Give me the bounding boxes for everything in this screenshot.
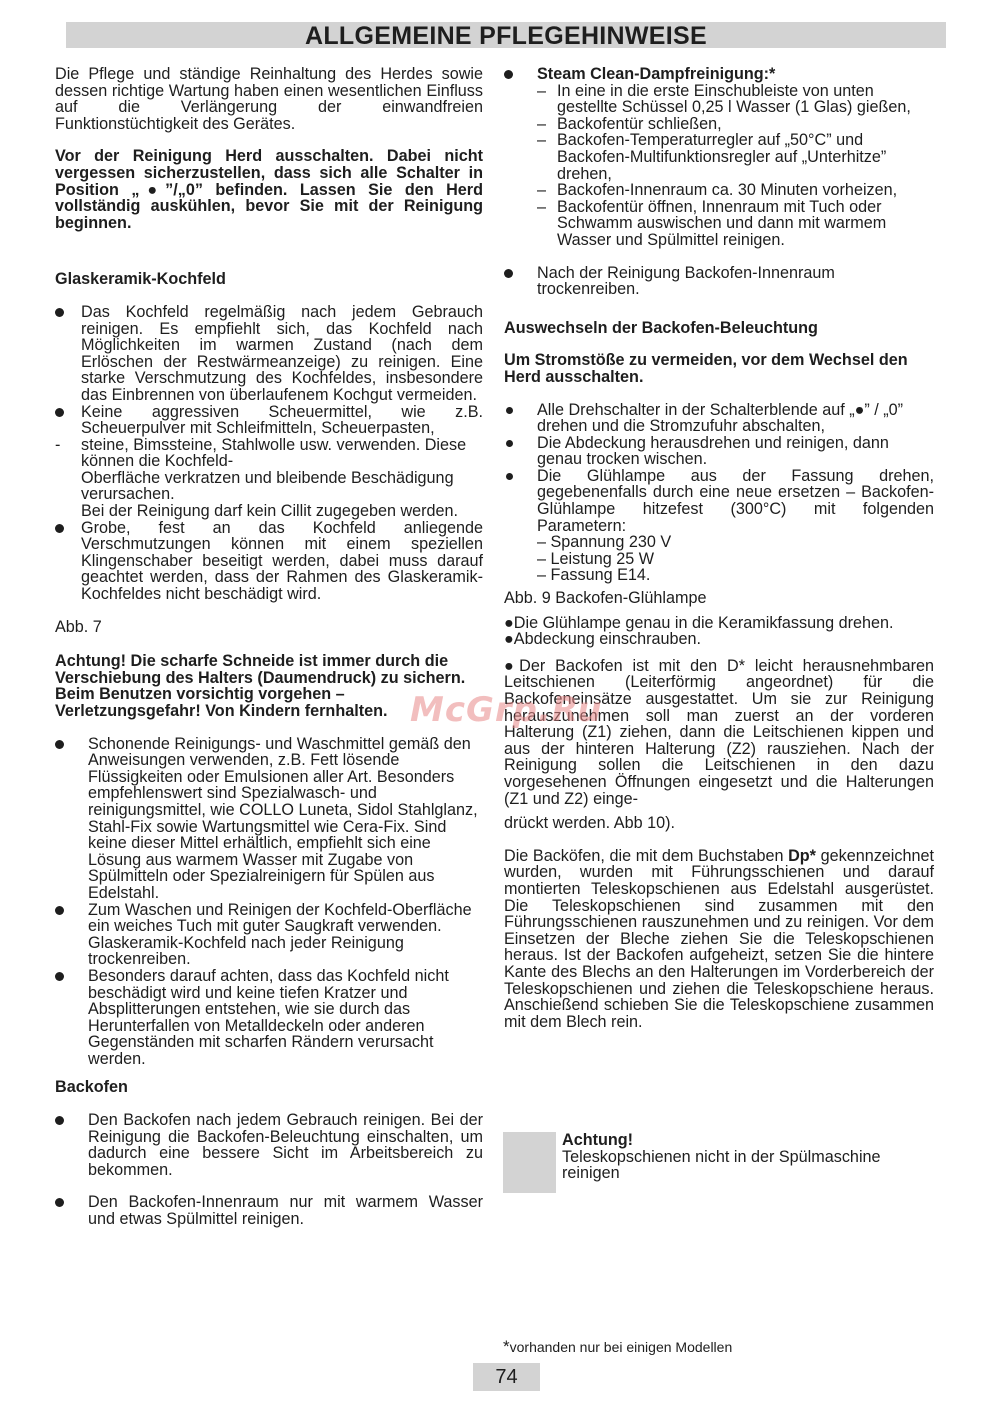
backofen-heading: Backofen [55, 1078, 128, 1097]
right-column [504, 66, 934, 1030]
scraper-warning: Achtung! Die scharfe Schneide ist immer durch die Verschiebung des Halters (Daumendruck) zu sichern. Beim Benutzen vorsichtig vorgehen – Verletzungsgefahr! Von Kindern fernhalten. [55, 652, 466, 720]
bullet-icon [55, 308, 64, 317]
list-item-text: Zum Waschen und Reinigen der Kochfeld-Oberfläche ein weiches Tuch mit guter Saugkraft verwenden. Glaskeramik-Kochfeld nach jeder Reinigung trockenreiben. [88, 900, 472, 969]
list-item [81, 520, 483, 603]
page-title: ALLGEMEINE PFLEGEHINWEISE [66, 22, 946, 48]
intro-paragraph: Die Pflege und ständige Reinhaltung des Herdes sowie dessen richtige Wartung haben einen wesentlichen Einfluss auf die Verlängerung der einwandfreien Funktionstüchtigkeit des Gerätes. [55, 65, 483, 133]
watermark: McGrp.Ru [410, 690, 603, 730]
telescope-text: gekennzeichnet wurden, wurden mit Führungsschienen und darauf montierten Teleskopschienen aus Edelstahl ausgerüstet. Die Teleskopschienen sind zusammen mit den Führungsschienen rauszunehmen und zu reinigen. Vor dem Einsetzen der Bleche ziehen Sie die Teleskopschienen heraus. Ist der Backofen aufgeheizt, setzen Sie die hintere Kante des Blechs an den Halterungen im Vorderbereich der Teleskopschienen und ziehen die Teleskopschiene heraus. Anschießend schieben Sie die Teleskopschiene zusammen mit dem Blech rein. [504, 846, 934, 1031]
bullet-icon [506, 440, 513, 447]
note-body: Teleskopschienen nicht in der Spülmaschine reinigen [562, 1147, 881, 1183]
bullet-icon [55, 1198, 64, 1207]
bullet-icon [504, 269, 513, 278]
list-item-text: Die Abdeckung herausdrehen und reinigen, dann genau trocken wischen. [537, 433, 889, 469]
left-column [55, 66, 483, 1228]
glaskeramik-heading: Glaskeramik-Kochfeld [55, 270, 226, 289]
list-item [537, 402, 934, 435]
note-text [562, 1132, 942, 1182]
list-item-text: Bei der Reinigung darf kein Cillit zugegeben werden. [81, 502, 459, 521]
lamp-step: ●Abdeckung einschrauben. [504, 630, 701, 649]
note-title: Achtung! [562, 1131, 634, 1149]
dash-icon: – [537, 131, 547, 150]
list-item-text: Die Glühlampe aus der Fassung drehen, gegebenenfalls durch eine neue ersetzen – Backofen-Glühlampe hitzefest (300°C) mit folgenden Parametern: [537, 466, 934, 535]
list-item-text: Schonende Reinigungs- und Waschmittel gemäß den Anweisungen verwenden, z.B. Fett lösende Flüssigkeiten oder Emulsionen aller Art. Besonders empfehlenswert sind Spezialwasch- und reinigungsmittel, wie COLLO Luneta, Sidol Stahlglanz, Stahl-Fix sowie Wartungsmittel wie Cera-Fix. Sind keine dieser Mittel erhältlich, empfiehlt sich eine Lösung aus warmem Wasser mit Zugabe von Spülmitteln oder Spezialreinigern für Spülen aus Edelstahl. [88, 734, 478, 902]
list-item-text: Das Kochfeld regelmäßig nach jedem Gebrauch reinigen. Es empfiehlt sich, das Kochfeld nach Möglichkeiten im warmen Zustand (nach dem Erlöschen der Restwärmeanzeige) zu reinigen. Eine starke Verschmutzung des Kochfeldes, insbesondere das Einbrennen von überlaufenem Kochgut vermeiden. [81, 302, 483, 404]
dash-icon: - [55, 435, 61, 454]
list-item [88, 968, 483, 1068]
list-item [537, 468, 934, 584]
dash-icon: – [537, 114, 547, 133]
list-item-text: Backofen-Temperaturregler auf „50°C” und Backofen-Multifunktionsregler auf „Unterhitze” drehen, [557, 131, 887, 183]
list-item [537, 81, 934, 117]
list-item-text: Keine aggressiven Scheuermittel, wie z.B. Scheuerpulver mit Schleifmitteln, Scheuerpasten, [81, 402, 483, 438]
lamp-param: – Spannung 230 V [537, 533, 672, 552]
telescope-paragraph [504, 848, 934, 1031]
footnote [503, 1337, 732, 1357]
list-item [88, 1194, 483, 1227]
list-item [504, 265, 934, 298]
dash-icon: – [537, 181, 547, 200]
list-item-text: steine, Bimssteine, Stahlwolle usw. verwenden. Diese können die Kochfeld- [81, 435, 467, 471]
lamp-param: – Leistung 25 W [537, 549, 654, 568]
note-box [503, 1132, 556, 1193]
footnote-star: * [503, 1337, 510, 1356]
list-item-text: Grobe, fest an das Kochfeld anliegende Verschmutzungen können mit einem speziellen Klingenschaber beseitigt werden, dabei muss darauf geachtet werden, dass der Rahmen des Glaskeramik-Kochfeldes nicht beschädigt wird. [81, 518, 483, 604]
list-item-text: Alle Drehschalter in der Schalterblende auf „●” / „0” drehen und die Stromzufuhr abschalten, [537, 400, 904, 436]
list-item-text: Backofentür schließen, [557, 114, 722, 133]
list-item [537, 435, 934, 468]
care-list [55, 736, 483, 1068]
list-item-text: Backofentür öffnen, Innenraum mit Tuch oder Schwamm auswischen und dann mit warmem Wasser und Spülmittel reinigen. [557, 197, 887, 249]
list-item-text: Den Backofen nach jedem Gebrauch reinigen. Bei der Reinigung die Backofen-Beleuchtung einschalten, um dadurch eine bessere Sicht im Arbeitsbereich zu bekommen. [88, 1111, 483, 1179]
lamp-warning: Um Stromstöße zu vermeiden, vor dem Wechsel den Herd ausschalten. [504, 351, 908, 386]
rails-paragraph-end: drückt werden. Abb 10). [504, 814, 675, 833]
dp-label: Dp* [788, 846, 816, 865]
figure-caption-abb7: Abb. 7 [55, 617, 102, 636]
bullet-icon [55, 408, 64, 417]
rails-paragraph: ●Der Backofen ist mit den D* leicht herausnehmbaren Leitschienen (Leiterförmig angeordnet) für die Backofeneinsätze ausgestattet. Um sie zur Reinigung herauszunehmen soll man zuerst an der vorderen Halterung (Z1) ziehen, dann die Leitschienen kippen und aus der hinteren Halterung (Z2) rausziehen. Nach der Reinigung sollen die Leitschienen in den dazu vorgesehenen Öffnungen eingesetzt und die Halterungen (Z1 und Z2) einge- [504, 656, 934, 808]
lamp-heading: Auswechseln der Backofen-Beleuchtung [504, 318, 818, 337]
steam-section [504, 66, 934, 83]
figure-caption-abb9: Abb. 9 Backofen-Glühlampe [504, 589, 707, 608]
telescope-text: Die Backöfen, die mit dem Buchstaben [504, 846, 789, 865]
steam-heading: Steam Clean-Dampfreinigung:* [537, 65, 776, 83]
dash-icon: – [537, 197, 547, 216]
list-item [88, 736, 483, 902]
bullet-icon [55, 1116, 64, 1125]
list-item-text: Oberfläche verkratzen und bleibende Beschädigung verursachen. [81, 468, 454, 504]
list-item-text: Backofen-Innenraum ca. 30 Minuten vorheizen, [557, 181, 898, 200]
backofen-list [55, 1112, 483, 1228]
bullet-icon [504, 70, 513, 79]
list-item [88, 902, 483, 968]
footnote-text: vorhanden nur bei einigen Modellen [509, 1339, 733, 1355]
steam-steps [504, 83, 934, 249]
list-item [537, 131, 934, 183]
list-item [81, 404, 483, 437]
lamp-step: ●Die Glühlampe genau in die Keramikfassung drehen. [504, 613, 894, 632]
list-item [537, 114, 934, 133]
bullet-icon [55, 740, 64, 749]
list-item [88, 1112, 483, 1178]
bullet-icon [55, 524, 64, 533]
bullet-icon [55, 906, 64, 915]
page-number: 74 [473, 1363, 540, 1391]
dash-icon: – [537, 81, 547, 100]
cleaning-warning: Vor der Reinigung Herd ausschalten. Dabei nicht vergessen sicherzustellen, dass sich alle Schalter in Position „●”/„0” befinden. Lassen Sie den Herd vollständig auskühlen, bevor Sie mit der Reinigung beginnen. [55, 147, 483, 232]
bullet-icon [506, 473, 513, 480]
lamp-list [504, 402, 934, 585]
list-item [55, 435, 483, 521]
list-item [81, 304, 483, 404]
glaskeramik-list [55, 304, 483, 603]
list-item-text: Nach der Reinigung Backofen-Innenraum trockenreiben. [537, 263, 835, 299]
list-item-text: Den Backofen-Innenraum nur mit warmem Wasser und etwas Spülmittel reinigen. [88, 1193, 483, 1229]
list-item-text: In eine in die erste Einschubleiste von unten gestellte Schüssel 0,25 l Wasser (1 Glas) gießen, [557, 81, 911, 117]
list-item-text: Besonders darauf achten, dass das Kochfeld nicht beschädigt wird und keine tiefen Kratzer und Absplitterungen entstehen, wie sie durch das Herunterfallen von Metalldeckeln oder anderen Gegenständen mit scharfen Rändern verursacht werden. [88, 966, 449, 1068]
bullet-icon [55, 972, 64, 981]
list-item [537, 197, 934, 249]
bullet-icon [506, 407, 513, 414]
list-item [537, 181, 934, 200]
lamp-param: – Fassung E14. [537, 566, 651, 585]
